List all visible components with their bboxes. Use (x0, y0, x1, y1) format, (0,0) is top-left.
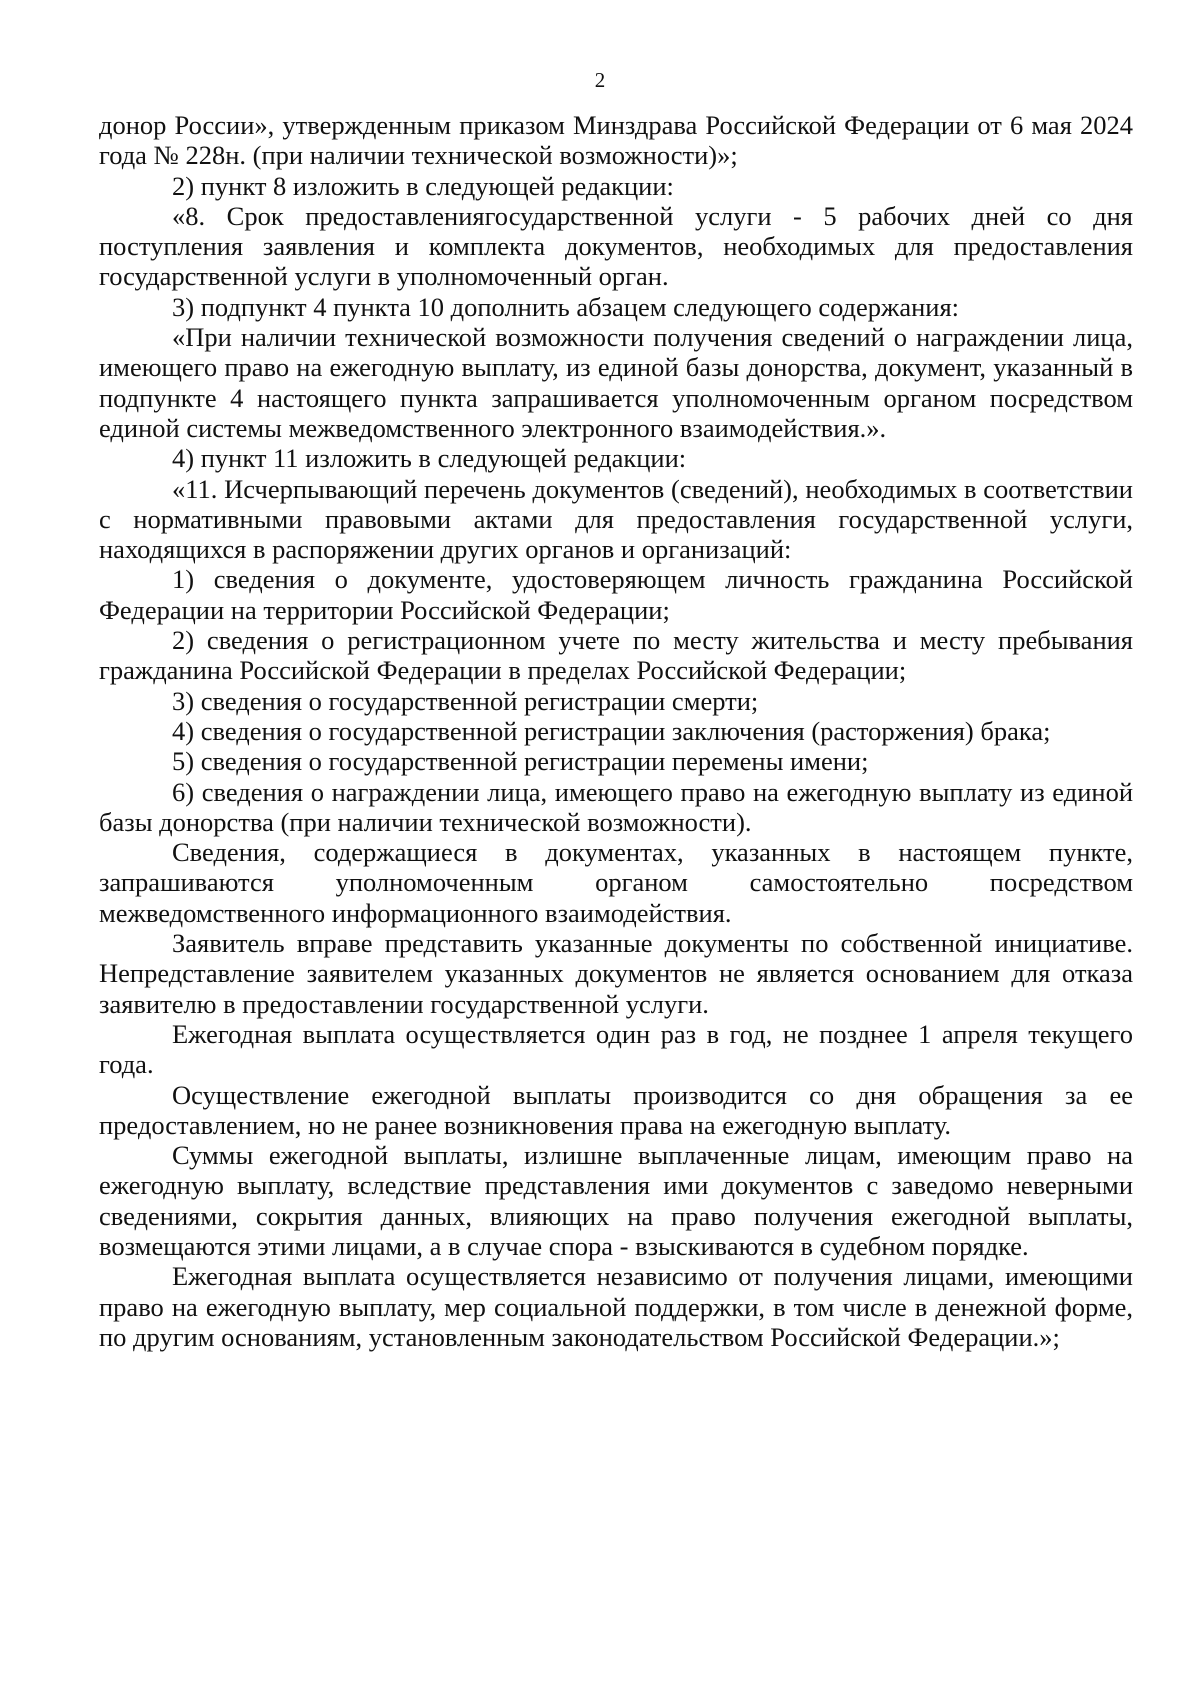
list-item-1: 1) сведения о документе, удостоверяющем личность гражданина Российской Федерации на территории Российской Федерации; (99, 564, 1133, 625)
paragraph-overpayment: Суммы ежегодной выплаты, излишне выплаченные лицам, имеющим право на ежегодную выплату, вследствие представления ими документов с заведомо неверными сведениями, сокрытия данных, влияющих на право получения ежегодной выплаты, возмещаются этими лицами, а в случае спора - взыскиваются в судебном порядке. (99, 1140, 1133, 1261)
paragraph-independence: Ежегодная выплата осуществляется независимо от получения лицами, имеющими право на ежегодную выплату, мер социальной поддержки, в том числе в денежной форме, по другим основаниям, установленным законодательством Российской Федерации.»; (99, 1261, 1133, 1352)
paragraph-item-4: 4) пункт 11 изложить в следующей редакции: (172, 443, 687, 474)
paragraph-clause-11: «11. Исчерпывающий перечень документов (сведений), необходимых в соответствии с нормативными правовыми актами для предоставления государственной услуги, находящихся в распоряжении других органов и организаций: (99, 473, 1133, 565)
paragraph-clause-8: «8. Срок предоставлениягосударственной услуги - 5 рабочих дней со дня поступления заявления и комплекта документов, необходимых для предоставления государственной услуги в уполномоченный орган. (99, 200, 1133, 292)
paragraph-payment-start: Осуществление ежегодной выплаты производится со дня обращения за ее предоставлением, но не ранее возникновения права на ежегодную выплату. (99, 1079, 1133, 1140)
paragraph-interagency-request: Сведения, содержащиеся в документах, указанных в настоящем пункте, запрашиваются уполномоченным органом самостоятельно посредством межведомственного информационного взаимодействия. (99, 837, 1133, 928)
list-item-6: 6) сведения о награждении лица, имеющего право на ежегодную выплату из единой базы донорства (при наличии технической возможности). (99, 776, 1133, 837)
page-number: 2 (594, 68, 606, 92)
paragraph-item-3: 3) подпункт 4 пункта 10 дополнить абзацем следующего содержания: (172, 291, 960, 322)
document-body (99, 110, 1133, 1352)
paragraph-applicant-right: Заявитель вправе представить указанные документы по собственной инициативе. Непредставление заявителем указанных документов не является основанием для отказа заявителю в предоставлении государственной услуги. (99, 928, 1133, 1019)
list-item-3: 3) сведения о государственной регистрации смерти; (172, 685, 759, 716)
list-item-2: 2) сведения о регистрационном учете по месту жительства и месту пребывания гражданина Российской Федерации в пределах Российской Федерации; (99, 625, 1133, 686)
list-item-5: 5) сведения о государственной регистрации перемены имени; (172, 746, 869, 777)
paragraph-continuation: донор России», утвержденным приказом Минздрава Российской Федерации от 6 мая 2024 года № 228н. (при наличии технической возможности)»; (99, 110, 1133, 171)
list-item-4: 4) сведения о государственной регистрации заключения (расторжения) брака; (172, 715, 1051, 746)
paragraph-item-2: 2) пункт 8 изложить в следующей редакции: (172, 170, 674, 201)
paragraph-payment-schedule: Ежегодная выплата осуществляется один раз в год, не позднее 1 апреля текущего года. (99, 1018, 1133, 1080)
paragraph-quoted-addition: «При наличии технической возможности получения сведений о награждении лица, имеющего право на ежегодную выплату, из единой базы донорства, документ, указанный в подпункте 4 настоящего пункта запрашивается уполномоченным органом посредством единой системы межведомственного электронного взаимодействия.». (99, 322, 1133, 443)
